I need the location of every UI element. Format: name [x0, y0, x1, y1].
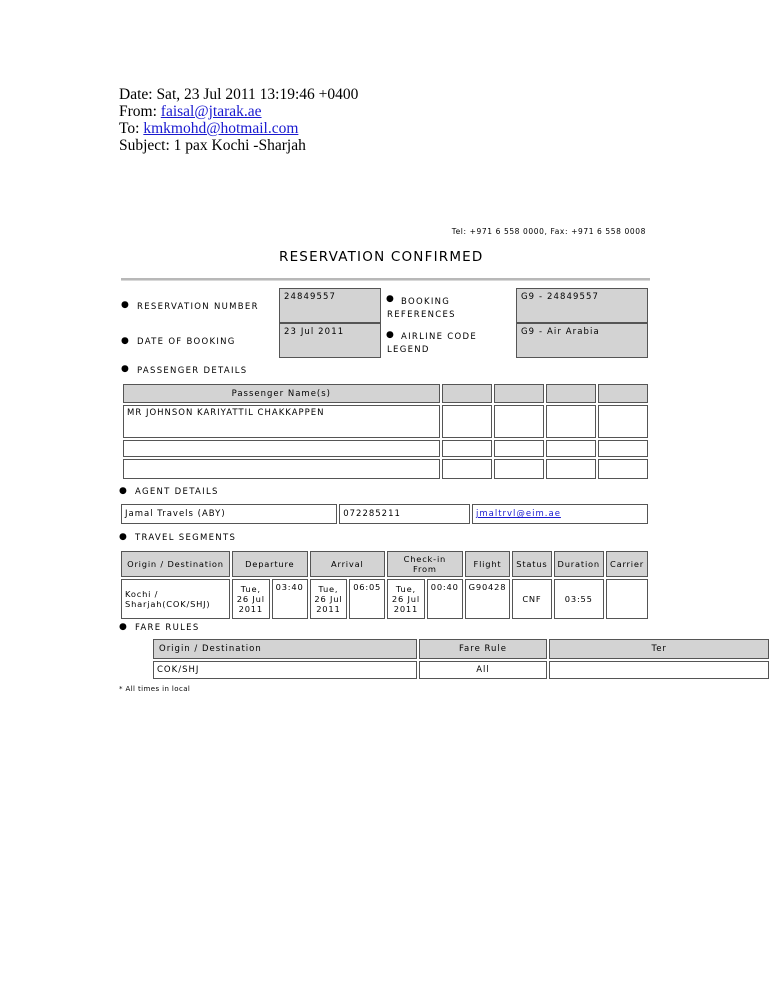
airline-code-value: G9 - Air Arabia: [516, 323, 648, 358]
divider: [121, 278, 650, 281]
col-carrier: Carrier: [606, 551, 648, 577]
email-date: Date: Sat, 23 Jul 2011 13:19:46 +0400: [119, 86, 359, 103]
from-email-link[interactable]: faisal@jtarak.ae: [160, 103, 262, 120]
col-arrival: Arrival: [310, 551, 386, 577]
segment-flight: G90428: [465, 579, 511, 619]
reservation-number-value: 24849557: [279, 288, 381, 323]
fare-route: COK/SHJ: [153, 661, 417, 679]
segment-duration: 03:55: [554, 579, 604, 619]
bullet-icon: ●: [119, 486, 127, 496]
fare-rule: All: [419, 661, 548, 679]
col-duration: Duration: [554, 551, 604, 577]
travel-segments-table: [119, 549, 650, 621]
segment-carrier: [606, 579, 648, 619]
fare-col-terms: Ter: [549, 639, 769, 659]
fare-col-rule: Fare Rule: [419, 639, 548, 659]
email-from: From: faisal@jtarak.ae: [119, 103, 262, 120]
col-departure: Departure: [232, 551, 308, 577]
airline-code-legend-label: AIRLINE CODE LEGEND: [387, 332, 478, 355]
bullet-icon: ●: [386, 330, 394, 340]
page-title: RESERVATION CONFIRMED: [279, 249, 484, 265]
bullet-icon: ●: [386, 294, 394, 304]
agent-name: Jamal Travels (ABY): [121, 504, 337, 524]
to-email-link[interactable]: kmkmohd@hotmail.com: [143, 120, 299, 137]
email-to: To: kmkmohd@hotmail.com: [119, 120, 299, 137]
bullet-icon: ●: [121, 364, 129, 374]
reservation-number-label: RESERVATION NUMBER: [137, 302, 259, 312]
col-status: Status: [512, 551, 551, 577]
passenger-details-label: PASSENGER DETAILS: [137, 366, 248, 376]
date-of-booking-label: DATE OF BOOKING: [137, 337, 236, 347]
segment-arrival-time: 06:05: [349, 579, 385, 619]
booking-references-label: BOOKING REFERENCES: [387, 297, 456, 320]
segment-checkin-time: 00:40: [427, 579, 463, 619]
segment-route: Kochi / Sharjah(COK/SHJ): [121, 579, 230, 619]
booking-reference-value: G9 - 24849557: [516, 288, 648, 323]
segment-departure-time: 03:40: [272, 579, 308, 619]
segment-checkin-date: Tue, 26 Jul 2011: [387, 579, 425, 619]
bullet-icon: ●: [119, 532, 127, 542]
bullet-icon: ●: [121, 300, 129, 310]
bullet-icon: ●: [121, 336, 129, 346]
footnote: * All times in local: [119, 685, 191, 693]
agent-email-cell: [472, 504, 648, 524]
bullet-icon: ●: [119, 622, 127, 632]
passenger-name-cell: MR JOHNSON KARIYATTIL CHAKKAPPEN: [123, 405, 440, 438]
passenger-table: [121, 382, 650, 481]
email-subject: Subject: 1 pax Kochi -Sharjah: [119, 137, 306, 154]
passenger-name-header: Passenger Name(s): [123, 384, 440, 403]
contact-line: Tel: +971 6 558 0000, Fax: +971 6 558 0008: [451, 227, 646, 236]
col-flight: Flight: [465, 551, 511, 577]
segment-arrival-date: Tue, 26 Jul 2011: [310, 579, 348, 619]
agent-table: [119, 502, 650, 526]
col-checkin: Check-in From: [387, 551, 463, 577]
segment-departure-date: Tue, 26 Jul 2011: [232, 579, 270, 619]
fare-rules-label: FARE RULES: [135, 623, 200, 633]
segment-status: CNF: [512, 579, 551, 619]
fare-rules-table: [151, 637, 771, 681]
agent-email-link[interactable]: jmaltrvl@eim.ae: [475, 509, 561, 519]
fare-rules-clip: [151, 637, 667, 683]
fare-col-origin-destination: Origin / Destination: [153, 639, 417, 659]
agent-phone: 072285211: [339, 504, 470, 524]
date-of-booking-value: 23 Jul 2011: [279, 323, 381, 358]
travel-segments-label: TRAVEL SEGMENTS: [135, 533, 237, 543]
col-origin-destination: Origin / Destination: [121, 551, 230, 577]
agent-details-label: AGENT DETAILS: [135, 487, 219, 497]
email-header: [119, 86, 358, 154]
